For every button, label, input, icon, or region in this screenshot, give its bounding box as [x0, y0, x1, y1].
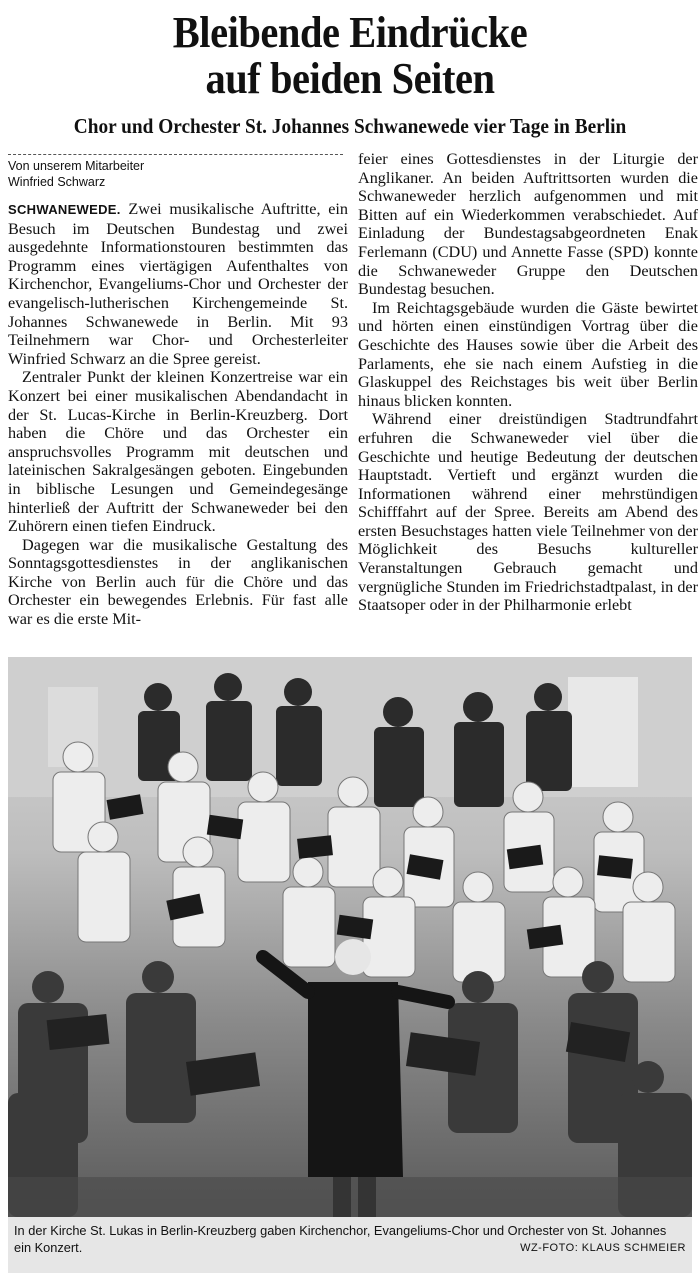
photo-caption: In der Kirche St. Lukas in Berlin-Kreuzberg gaben Kirchenchor, Evangeliums-Chor und Orchester von St. Johannes ein Konzert.: [14, 1223, 667, 1255]
article-paragraph: Zentraler Punkt der kleinen Konzertreise war ein Konzert bei einer musikalischen Abendandacht in der St. Lucas-Kirche in Berlin-Kreuzberg. Dort haben die Chöre und das Orchester ein anspruchsvolles Programm mit deutschen und lateinischen Sakralgesängen geboten. Eingebunden in biblische Lesungen und Gemeindegesänge hinterließ der Auftritt der Schwaneweder bei den Zuhörern einen tiefen Eindruck.: [8, 368, 348, 536]
article-column-right: [358, 150, 698, 615]
article-column-left: [8, 150, 348, 629]
choir-orchestra-photo: [8, 657, 692, 1217]
photo-illustration: [8, 657, 692, 1217]
headline-line-1: Bleibende Eindrücke: [172, 8, 528, 57]
article-paragraph: Während einer dreistündigen Stadtrundfahrt erfuhren die Schwaneweder viel über die Geschichte und heutige Bedeutung der deutschen Hauptstadt. Vertieft und ergänzt wurden die Informationen während einer mehrstündigen Schifffahrt auf der Spree. Bereits am Abend des ersten Besuchstages hatten viele Teilnehmer von der Möglichkeit des Besuchs kultureller Veranstaltungen Gebrauch gemacht und vergnügliche Stunden im Friedrichstadtpalast, in der Staatsoper oder in der Philharmonie erlebt: [358, 410, 698, 615]
photo-credit: WZ-FOTO: KLAUS SCHMEIER: [520, 1242, 686, 1254]
article-paragraph: feier eines Gottesdienstes in der Liturgie der Anglikaner. An beiden Auftrittsorten wurden die Schwaneweder herzlich aufgenommen und mit Bitten auf ein Wiederkommen verabschiedet. Auf Einladung der Bundestagsabgeordneten Enak Ferlemann (CDU) und Annette Fasse (SPD) konnte die Schwaneweder Gruppe den Deutschen Bundestag besuchen.: [358, 150, 698, 299]
dateline: SCHWANEWEDE.: [8, 202, 121, 217]
subheadline: Chor und Orchester St. Johannes Schwanewede vier Tage in Berlin: [73, 114, 627, 138]
headline: [28, 10, 672, 102]
byline-line-1: Von unserem Mitarbeiter: [8, 159, 145, 173]
byline-line-2: Winfried Schwarz: [8, 175, 106, 189]
article-paragraph: Dagegen war die musikalische Gestaltung des Sonntagsgottesdienstes in der anglikanischen Kirche von Berlin auch für die Chöre und das Orchester ein bewegendes Erlebnis. Für fast alle war es die erste Mit-: [8, 535, 348, 629]
headline-line-2: auf beiden Seiten: [205, 54, 495, 103]
byline: [8, 154, 348, 190]
paragraph-text: Zwei musikalische Auftritte, ein Besuch im Deutschen Bundestag und zwei ausgedehnte Informationstouren bestimmten das Programm eines viertägigen Aufenthaltes von Kirchenchor, Evangeliums-Chor und Orchester der evangelisch-lutherischen Kirchengemeinde St. Johannes Schwanewede in Berlin. Mit 93 Teilnehmern war Chor- und Orchesterleiter Winfried Schwarz an die Spree gereist.: [8, 200, 348, 368]
article-paragraph: [8, 200, 348, 368]
article-paragraph: Im Reichtagsgebäude wurden die Gäste bewirtet und hörten einen einstündigen Vortrag über die Geschichte des Hauses sowie über die Arbeit des Parlaments, ehe sie nach einem Aufstieg in die Glaskuppel des Reichstages bis weit über Berlin hinaus blicken konnten.: [358, 298, 698, 410]
